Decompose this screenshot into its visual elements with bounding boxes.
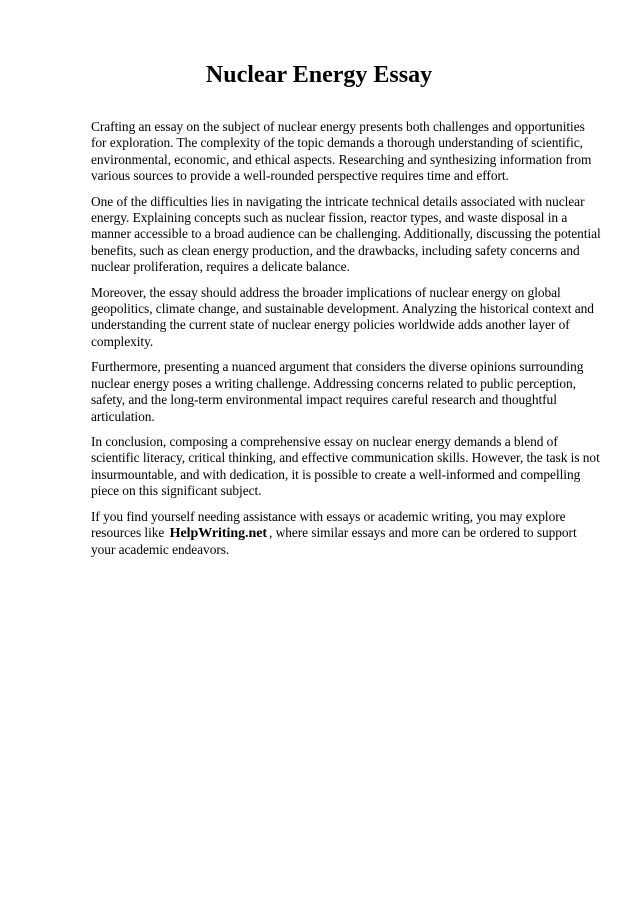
paragraph-argument: Furthermore, presenting a nuanced argument that considers the diverse opinions surrounding nuclear energy poses a writing challenge. Addressing concerns related to public perception, safety, and the long-term environmental impact requires careful research and thoughtful articulation. <box>91 359 584 424</box>
closing-text-after: , where similar essays and more can be ordered to support your academic endeavors. <box>91 524 577 558</box>
paragraph-intro: Crafting an essay on the subject of nuclear energy presents both challenges and opportunities for exploration. The complexity of the topic demands a thorough understanding of scientific, environmental, economic, and ethical aspects. Researching and synthesizing information from various sources to provide a well-rounded perspective requires time and effort. <box>91 119 592 184</box>
paragraph-closing <box>91 509 601 559</box>
paragraph-conclusion: In conclusion, composing a comprehensive essay on nuclear energy demands a blend of scientific literacy, critical thinking, and effective communication skills. However, the task is not insurmountable, and with dedication, it is possible to create a well-informed and compelling piece on this significant subject. <box>91 433 600 499</box>
paragraph-implications: Moreover, the essay should address the broader implications of nuclear energy on global geopolitics, climate change, and sustainable development. Analyzing the historical context and understanding the current state of nuclear energy policies worldwide adds another layer of complexity. <box>91 284 594 349</box>
brand-link[interactable]: HelpWriting.net <box>169 525 267 541</box>
closing-text-before: If you find yourself needing assistance with essays or academic writing, you may explore resources like <box>91 508 566 540</box>
paragraph-difficulties: One of the difficulties lies in navigating the intricate technical details associated with nuclear energy. Explaining concepts such as nuclear fission, reactor types, and waste disposal in a manner accessible to a broad audience can be challenging. Additionally, discussing the potential benefits, such as clean energy production, and the drawbacks, including safety concerns and nuclear proliferation, requires a delicate balance. <box>91 193 601 275</box>
essay-body <box>91 119 601 568</box>
page-title: Nuclear Energy Essay <box>205 62 433 88</box>
